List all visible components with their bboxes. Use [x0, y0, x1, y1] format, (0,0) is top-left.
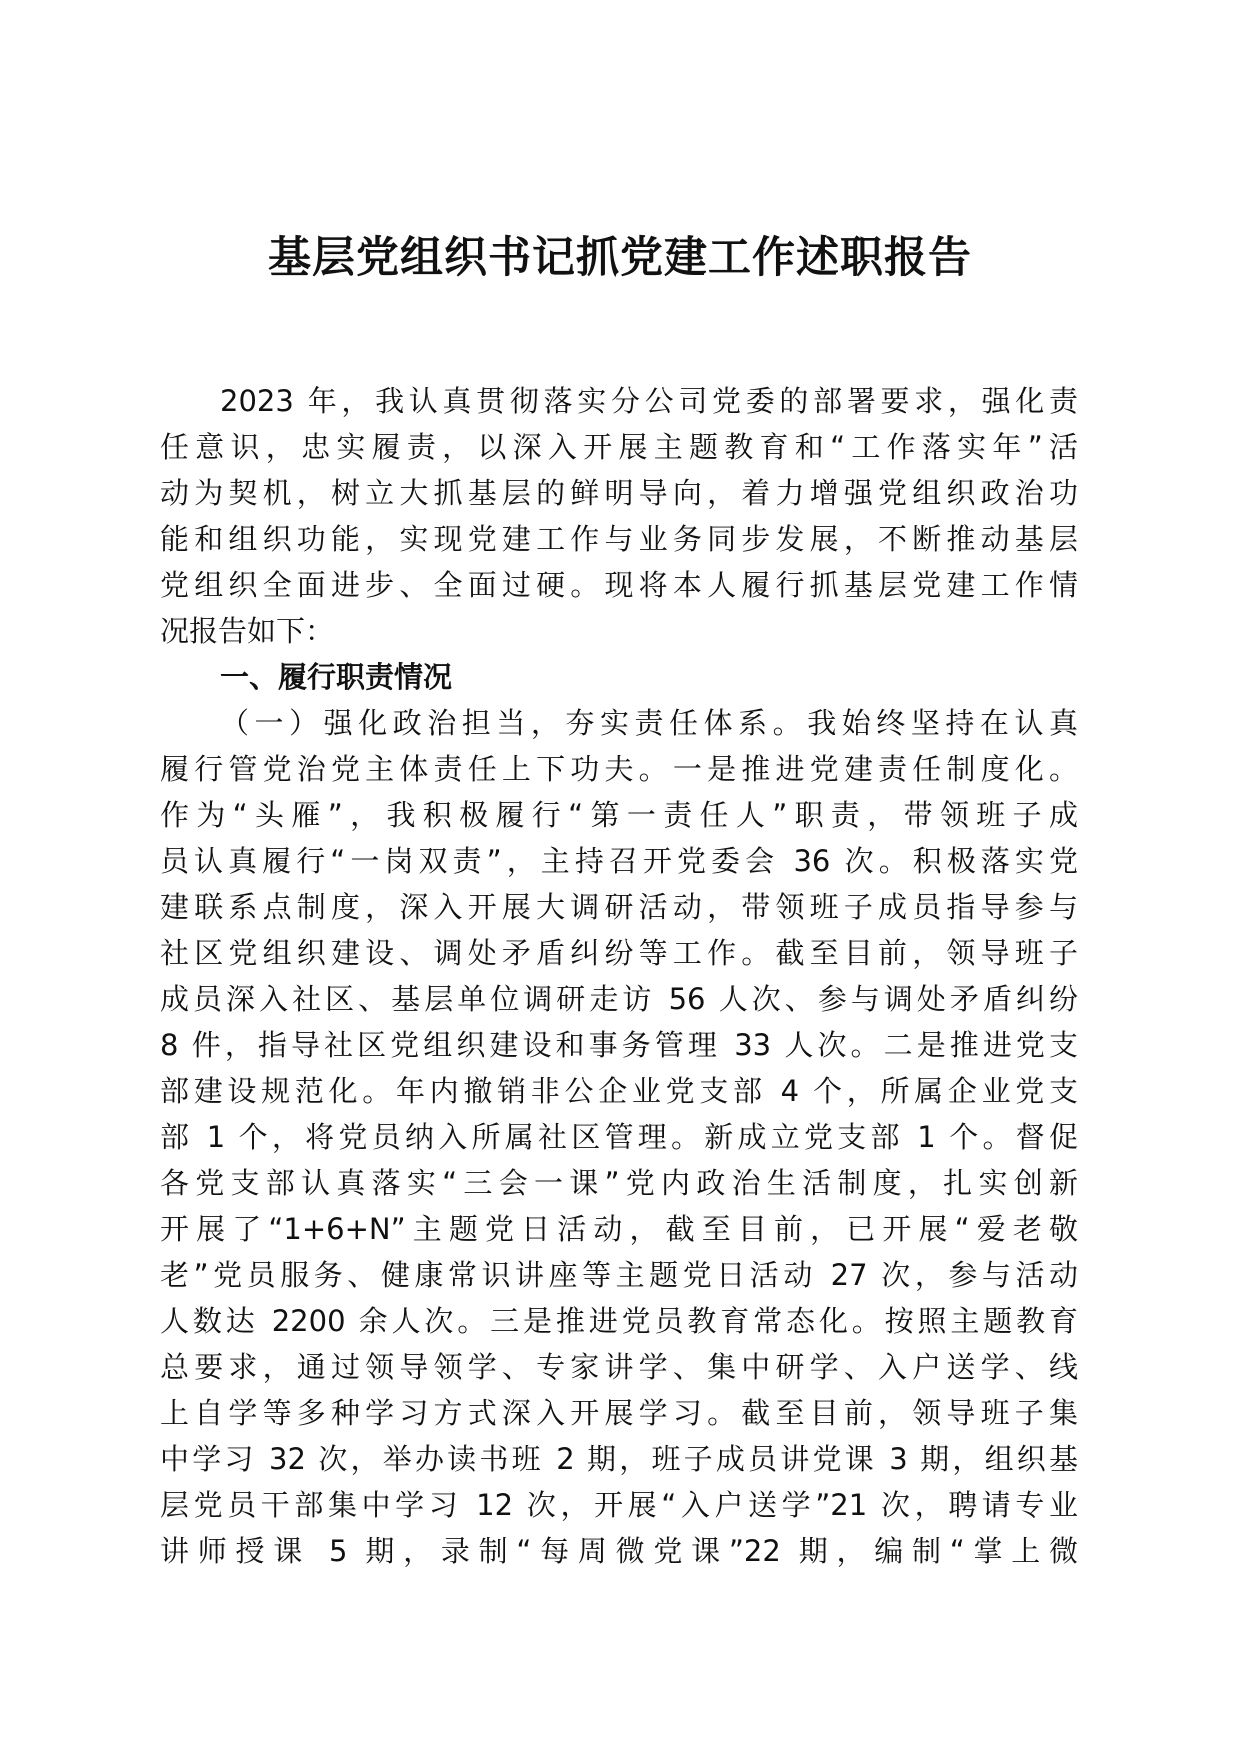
paragraph-line: 任意识，忠实履责，以深入开展主题教育和“工作落实年”活 — [160, 430, 1078, 464]
paragraph-line: 部 1 个，将党员纳入所属社区管理。新成立党支部 1 个。督促 — [160, 1120, 1078, 1154]
paragraph-line: 中学习 32 次，举办读书班 2 期，班子成员讲党课 3 期，组织基 — [160, 1442, 1078, 1476]
paragraph-line: 讲师授课 5 期，录制“每周微党课”22 期，编制“掌上微 — [160, 1534, 1078, 1568]
paragraph-line: 部建设规范化。年内撤销非公企业党支部 4 个，所属企业党支 — [160, 1074, 1078, 1108]
paragraph-line: 人数达 2200 余人次。三是推进党员教育常态化。按照主题教育 — [160, 1304, 1078, 1338]
paragraph-line: 开展了“1+6+N”主题党日活动，截至目前，已开展“爱老敬 — [160, 1212, 1078, 1246]
paragraph-line: 老”党员服务、健康常识讲座等主题党日活动 27 次，参与活动 — [160, 1258, 1078, 1292]
paragraph-line: 总要求，通过领导领学、专家讲学、集中研学、入户送学、线 — [160, 1350, 1078, 1384]
paragraph-line: 履行管党治党主体责任上下功夫。一是推进党建责任制度化。 — [160, 752, 1078, 786]
paragraph-line: 况报告如下： — [160, 614, 335, 648]
paragraph-line: 8 件，指导社区党组织建设和事务管理 33 人次。二是推进党支 — [160, 1028, 1078, 1062]
paragraph-line: 社区党组织建设、调处矛盾纠纷等工作。截至目前，领导班子 — [160, 936, 1078, 970]
paragraph-line: 能和组织功能，实现党建工作与业务同步发展，不断推动基层 — [160, 522, 1078, 556]
paragraph-line: 上自学等多种学习方式深入开展学习。截至目前，领导班子集 — [160, 1396, 1078, 1430]
paragraph-line: 成员深入社区、基层单位调研走访 56 人次、参与调处矛盾纠纷 — [160, 982, 1078, 1016]
paragraph-line: 2023 年，我认真贯彻落实分公司党委的部署要求，强化责 — [220, 384, 1078, 418]
document-title: 基层党组织书记抓党建工作述职报告 — [268, 233, 972, 283]
paragraph-line: 建联系点制度，深入开展大调研活动，带领班子成员指导参与 — [160, 890, 1078, 924]
paragraph-line: 作为“头雁”，我积极履行“第一责任人”职责，带领班子成 — [160, 798, 1078, 832]
paragraph-line: 动为契机，树立大抓基层的鲜明导向，着力增强党组织政治功 — [160, 476, 1078, 510]
paragraph-line: 各党支部认真落实“三会一课”党内政治生活制度，扎实创新 — [160, 1166, 1078, 1200]
paragraph-line: 层党员干部集中学习 12 次，开展“入户送学”21 次，聘请专业 — [160, 1488, 1078, 1522]
paragraph-line: （一）强化政治担当，夯实责任体系。我始终坚持在认真 — [220, 706, 1078, 740]
section-heading: 一、履行职责情况 — [220, 660, 453, 694]
paragraph-line: 员认真履行“一岗双责”，主持召开党委会 36 次。积极落实党 — [160, 844, 1078, 878]
paragraph-line: 党组织全面进步、全面过硬。现将本人履行抓基层党建工作情 — [160, 568, 1078, 602]
